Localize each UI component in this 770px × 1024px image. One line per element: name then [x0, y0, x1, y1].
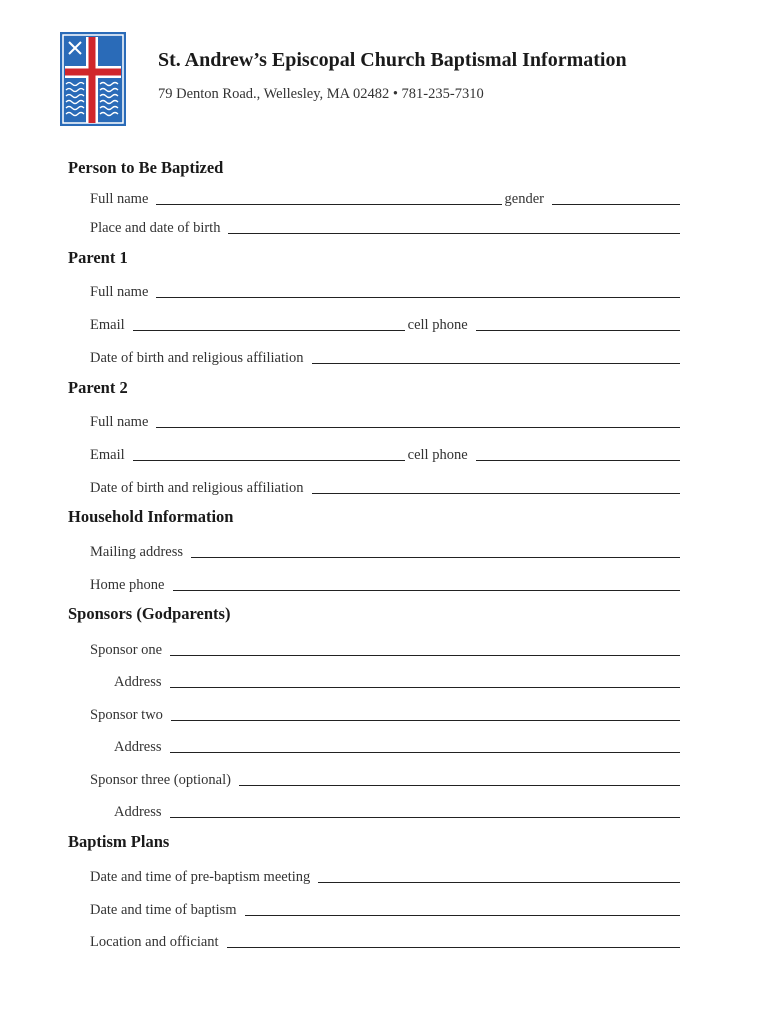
parent1-email-field[interactable] [133, 316, 405, 331]
sponsor-one-address-field[interactable] [170, 673, 680, 688]
parent2-dob-field[interactable] [312, 479, 680, 494]
parent2-email-field[interactable] [133, 446, 405, 461]
person-full-name-row [90, 188, 680, 208]
parent1-cell-field[interactable] [476, 316, 680, 331]
field-label: Date of birth and religious affiliation [90, 350, 304, 366]
field-label: Date and time of pre-baptism meeting [90, 869, 311, 885]
section-heading-parent1: Parent 1 [68, 248, 128, 267]
field-label: Address [114, 739, 162, 755]
field-label: Mailing address [90, 544, 184, 560]
parent1-name-row [90, 281, 680, 301]
field-label: Full name [90, 284, 149, 300]
baptism-datetime-field[interactable] [245, 901, 680, 916]
sponsor-three-row [90, 769, 680, 789]
section-heading-parent2: Parent 2 [68, 378, 128, 397]
section-heading-sponsors: Sponsors (Godparents) [68, 604, 231, 623]
field-label: Sponsor three (optional) [90, 772, 231, 788]
field-label: Full name [90, 414, 149, 430]
sponsor-two-row [90, 704, 680, 724]
parent2-name-field[interactable] [156, 413, 680, 428]
mailing-address-field[interactable] [191, 543, 680, 558]
parent1-name-field[interactable] [156, 283, 680, 298]
field-label: gender [504, 191, 544, 207]
baptism-datetime-row [90, 899, 680, 919]
parent2-cell-field[interactable] [476, 446, 680, 461]
section-heading-baptism: Baptism Plans [68, 832, 170, 851]
sponsor-two-field[interactable] [171, 706, 680, 721]
mailing-address-row [90, 541, 680, 561]
sponsor-three-address-row [114, 801, 680, 821]
sponsor-one-row [90, 639, 680, 659]
field-label: cell phone [407, 447, 468, 463]
field-label: Place and date of birth [90, 220, 221, 236]
field-label: Date and time of baptism [90, 902, 237, 918]
section-heading-person: Person to Be Baptized [68, 158, 224, 177]
field-label: Date of birth and religious affiliation [90, 480, 304, 496]
person-birth-row [90, 217, 680, 237]
field-label: Location and officiant [90, 934, 219, 950]
parent2-dob-row [90, 477, 680, 497]
page-title: St. Andrew’s Episcopal Church Baptismal Information [158, 49, 627, 71]
person-gender-field[interactable] [552, 190, 680, 205]
field-label: Full name [90, 191, 149, 207]
parent2-contact-row [90, 444, 680, 464]
home-phone-field[interactable] [173, 576, 681, 591]
church-address: 79 Denton Road., Wellesley, MA 02482 • 781-235-7310 [158, 86, 484, 102]
church-logo-icon [60, 32, 126, 126]
section-heading-household: Household Information [68, 507, 234, 526]
parent1-dob-row [90, 347, 680, 367]
sponsor-two-address-row [114, 736, 680, 756]
field-label: Address [114, 674, 162, 690]
home-phone-row [90, 574, 680, 594]
parent2-name-row [90, 411, 680, 431]
person-full-name-field[interactable] [156, 190, 501, 205]
field-label: Email [90, 317, 125, 333]
field-label: Address [114, 804, 162, 820]
location-officiant-field[interactable] [227, 933, 680, 948]
sponsor-two-address-field[interactable] [170, 738, 680, 753]
sponsor-one-field[interactable] [170, 641, 680, 656]
field-label: cell phone [407, 317, 468, 333]
field-label: Home phone [90, 577, 165, 593]
parent1-dob-field[interactable] [312, 349, 680, 364]
sponsor-one-address-row [114, 671, 680, 691]
parent1-contact-row [90, 314, 680, 334]
person-birth-field[interactable] [228, 219, 680, 234]
field-label: Sponsor one [90, 642, 163, 658]
field-label: Email [90, 447, 125, 463]
location-officiant-row [90, 931, 680, 951]
pre-meeting-field[interactable] [318, 868, 680, 883]
field-label: Sponsor two [90, 707, 163, 723]
sponsor-three-address-field[interactable] [170, 803, 680, 818]
sponsor-three-field[interactable] [239, 771, 680, 786]
pre-meeting-row [90, 866, 680, 886]
